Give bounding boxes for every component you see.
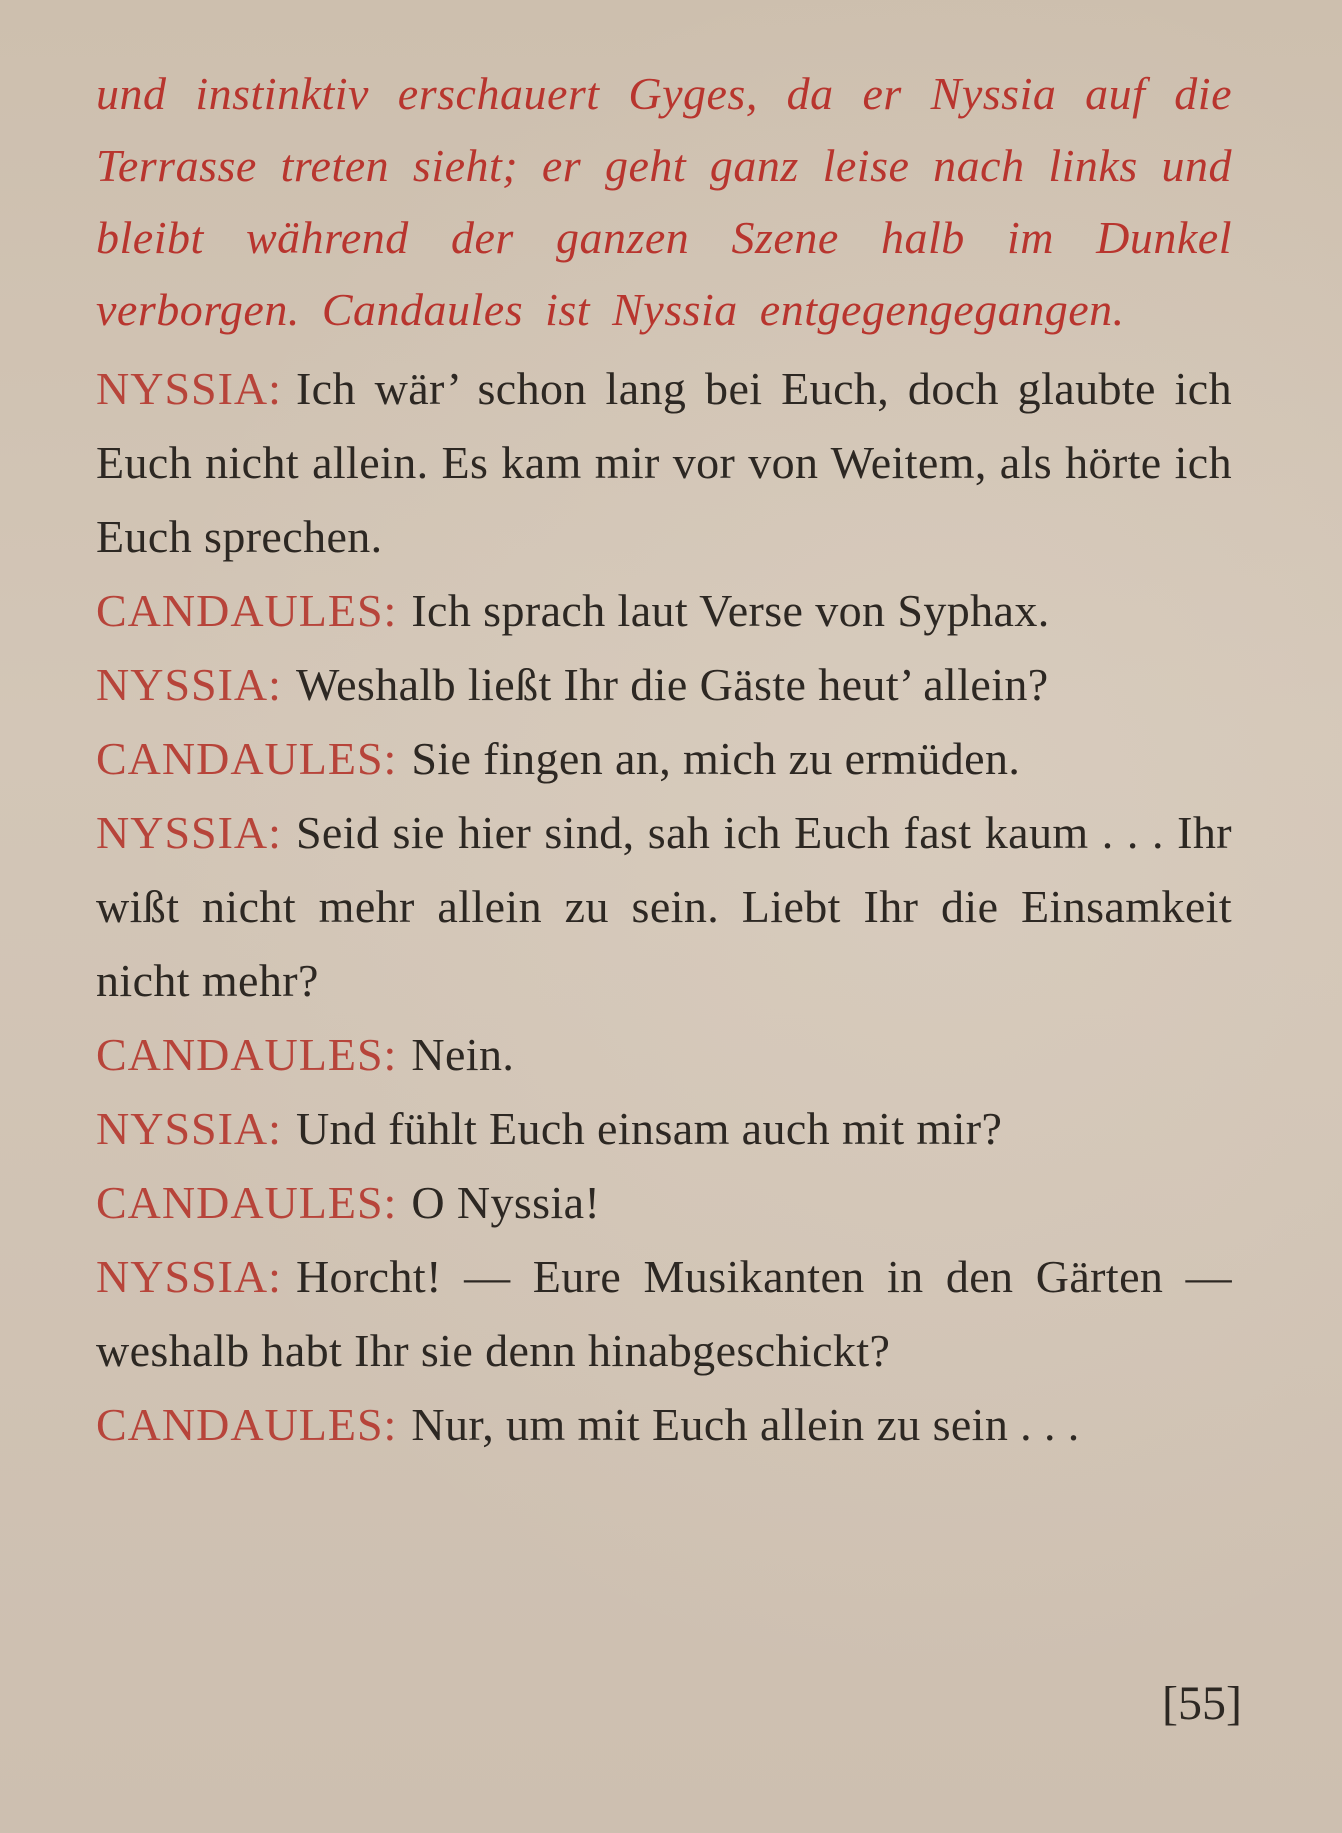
dialogue-line <box>96 352 1232 574</box>
speaker-name: NYSSIA: <box>96 1251 282 1302</box>
speaker-name: NYSSIA: <box>96 807 282 858</box>
speaker-name: CANDAULES: <box>96 1399 398 1450</box>
stage-direction: und instinktiv erschauert Gyges, da er Nyssia auf die Terrasse treten sieht; er geht ganz leise nach links und bleibt während der ganzen Szene halb im Dunkel verborgen. Candaules ist Nyssia entgegengegangen. <box>96 68 1232 335</box>
speaker-name: CANDAULES: <box>96 1177 398 1228</box>
dialogue-line <box>96 1092 1232 1166</box>
speaker-name: CANDAULES: <box>96 733 398 784</box>
dialogue-text: Horcht! — Eure Musikanten in den Gärten — weshalb habt Ihr sie denn hinabgeschickt? <box>96 1251 1232 1376</box>
speaker-name: NYSSIA: <box>96 363 282 414</box>
dialogue-line <box>96 1240 1232 1388</box>
dialogue-text: Seid sie hier sind, sah ich Euch fast kaum . . . Ihr wißt nicht mehr allein zu sein. Liebt Ihr die Einsamkeit nicht mehr? <box>96 807 1232 1006</box>
speaker-name: NYSSIA: <box>96 1103 282 1154</box>
dialogue-text: Nur, um mit Euch allein zu sein . . . <box>411 1399 1080 1450</box>
dialogue-text: Sie fingen an, mich zu ermüden. <box>411 733 1021 784</box>
dialogue-line <box>96 722 1232 796</box>
dialogue-text: Nein. <box>411 1029 515 1080</box>
dialogue-text: Weshalb ließt Ihr die Gäste heut’ allein? <box>295 659 1049 710</box>
book-page <box>96 58 1232 1462</box>
dialogue-line <box>96 1166 1232 1240</box>
dialogue-line <box>96 1388 1232 1462</box>
dialogue-line <box>96 796 1232 1018</box>
speaker-name: CANDAULES: <box>96 585 398 636</box>
dialogue-line <box>96 648 1232 722</box>
dialogue-text: O Nyssia! <box>411 1177 601 1228</box>
speaker-name: NYSSIA: <box>96 659 282 710</box>
speaker-name: CANDAULES: <box>96 1029 398 1080</box>
dialogue-text: Und fühlt Euch einsam auch mit mir? <box>295 1103 1003 1154</box>
dialogue-line <box>96 574 1232 648</box>
dialogue-line <box>96 1018 1232 1092</box>
page-number: [55] <box>1162 1677 1242 1730</box>
dialogue-text: Ich wär’ schon lang bei Euch, doch glaubte ich Euch nicht allein. Es kam mir vor von Weitem, als hörte ich Euch sprechen. <box>96 363 1232 562</box>
dialogue-text: Ich sprach laut Verse von Syphax. <box>411 585 1050 636</box>
